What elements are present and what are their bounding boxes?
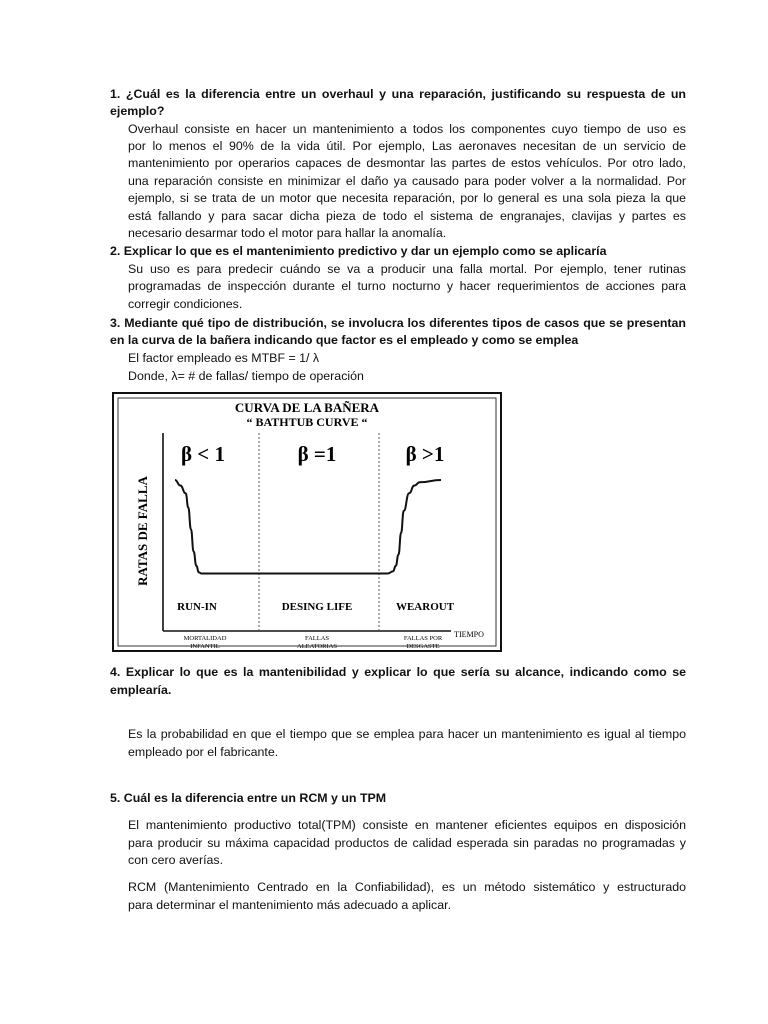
question-1-title-cont: ejemplo? [110,104,165,118]
failure-type-design-life: FALLAS [304,635,330,642]
question-3-title-cont: en la curva de la bañera indicando que factor es el empleado y como se emplea [110,333,579,347]
question-4-title-cont: emplearía. [110,683,172,697]
question-1-title: 1. ¿Cuál es la diferencia entre un overhaul y una reparación, justificando su respuesta de un [110,87,686,101]
answer-2-line: corregir condiciones. [128,297,243,311]
failure-type-run-in-2: INFANTIL [190,643,220,650]
region-name-design-life: DESING LIFE [281,601,353,613]
answer-5-rcm-line: para determinar el mantenimiento más adecuado a aplicar. [128,898,452,912]
answer-5-rcm-line: RCM (Mantenimiento Centrado en la Confiabilidad), es un método sistemático y estructurado [128,880,686,894]
answer-5-tpm-line: con cero averías. [128,853,224,867]
answer-3-formula: El factor empleado es MTBF = 1/ λ [128,351,320,365]
beta-label-run-in: β < 1 [180,442,226,466]
region-name-run-in: RUN-IN [177,601,217,613]
y-axis-label: RATAS DE FALLA [135,476,150,586]
answer-3-lambda: Donde, λ= # de fallas/ tiempo de operación [128,369,364,383]
answer-1-line: está fallando y para sacar dicha pieza de todo el sistema de engranajes, clavijas y partes es [128,209,686,223]
question-3-title: 3. Mediante qué tipo de distribución, se involucra los diferentes tipos de casos que se presentan [110,316,686,330]
answer-1-line: una reparación consiste en minimizar el daño ya causado para poder volver a la normalidad. Por [128,174,686,188]
chart-title: CURVA DE LA BAÑERA [234,400,380,415]
failure-type-wearout-2: DESGASTE [406,643,440,650]
answer-1-line: mantenimiento por operarios capaces de desmontar las partes de estos vehículos. Por otro lado, [128,156,686,170]
answer-1-line: Overhaul consiste en hacer un mantenimiento a todos los componentes cuyo tiempo de uso es [128,122,686,136]
answer-1-line: ejemplo, si se trata de un motor que necesita reparación, por lo general es una sola pieza la que [128,191,686,205]
answer-2-line: programadas de inspección durante el turno nocturno y hacer requerimientos de acciones para [128,279,686,293]
answer-2-line: Su uso es para predecir cuándo se va a producir una falla mortal. Por ejemplo, tener rutinas [128,262,686,276]
chart-subtitle: “ BATHTUB CURVE “ [246,415,368,429]
answer-1-line: por lo menos el 90% de la vida útil. Por ejemplo, Las aeronaves necesitan de un servicio de [128,139,686,153]
bathtub-curve-figure [111,391,503,655]
failure-type-wearout: FALLAS POR [403,635,443,642]
beta-label-design-life: β =1 [297,442,337,466]
failure-type-design-life-2: ALEATORIAS [297,643,337,650]
region-name-wearout: WEAROUT [395,601,455,613]
answer-4-line: empleado por el fabricante. [128,745,279,759]
x-axis-label: TIEMPO [454,630,484,639]
failure-type-run-in: MORTALIDAD [183,635,227,642]
answer-4-line: Es la probabilidad en que el tiempo que se emplea para hacer un mantenimiento es igual al tiempo [128,727,686,741]
answer-5-tpm-line: El mantenimiento productivo total(TPM) consiste en mantener eficientes equipos en disposición [128,818,686,832]
answer-1-line: necesario desarmar todo el motor para hallar la anomalía. [128,226,447,240]
answer-5-tpm-line: para producir su máxima capacidad productos de calidad esperada sin paradas no programadas y [128,836,686,850]
question-5-title: 5. Cuál es la diferencia entre un RCM y un TPM [110,791,387,805]
bathtub-curve-chart [111,391,503,655]
question-2-title: 2. Explicar lo que es el mantenimiento predictivo y dar un ejemplo como se aplicaría [110,244,607,258]
question-4-title: 4. Explicar lo que es la mantenibilidad y explicar lo que sería su alcance, indicando como se [110,665,686,679]
beta-label-wearout: β >1 [405,442,445,466]
